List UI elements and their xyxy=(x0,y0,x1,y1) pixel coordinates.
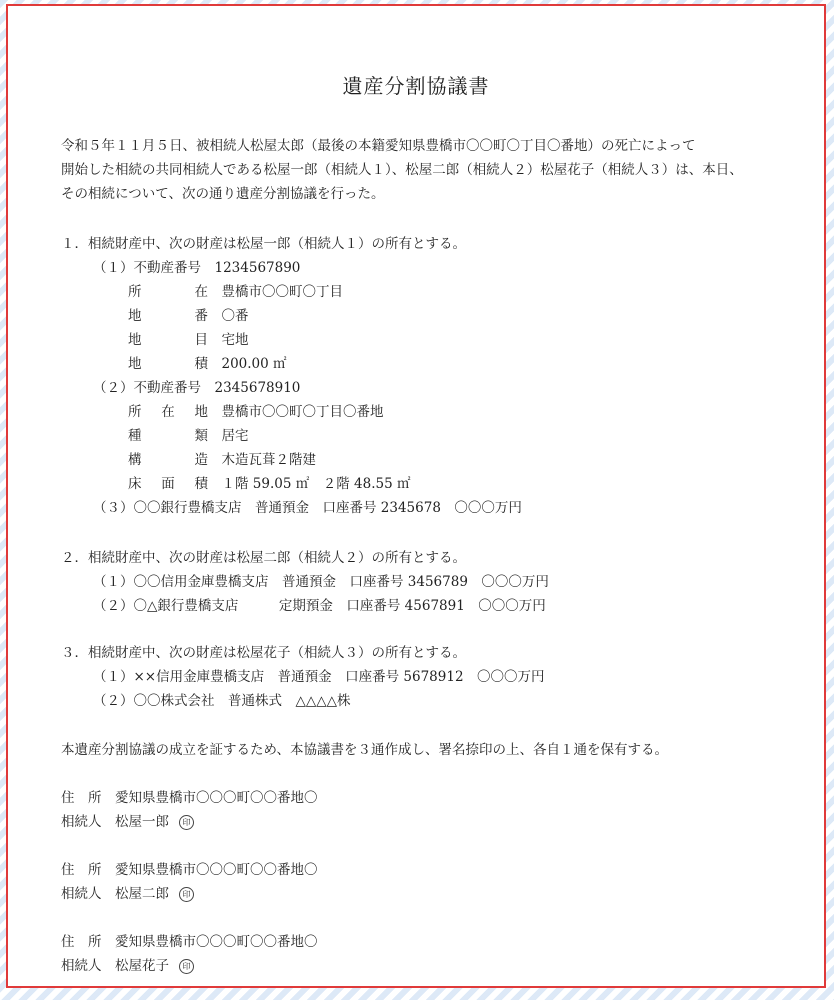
name-label: 相続人 xyxy=(61,886,102,902)
address-label: 住 所 xyxy=(61,934,102,950)
address-value: 愛知県豊橋市〇〇〇町〇〇番地〇 xyxy=(115,790,318,806)
intro-line: その相続について、次の通り遺産分割協議を行った。 xyxy=(61,186,385,202)
intro-paragraph xyxy=(61,134,743,206)
deposit-item: （１）〇〇信用金庫豊橋支店 普通預金 口座番号 3456789 〇〇〇万円 xyxy=(93,574,549,590)
document-page xyxy=(6,4,826,988)
signer-name xyxy=(61,810,194,830)
row-label: 床面積 xyxy=(128,476,208,492)
name-label: 相続人 xyxy=(61,958,102,974)
deposit-item: （３）〇〇銀行豊橋支店 普通預金 口座番号 2345678 〇〇〇万円 xyxy=(93,500,522,516)
name-value: 松屋一郎 xyxy=(115,814,169,830)
row-value: 200.00 ㎡ xyxy=(221,356,287,372)
row-value: 豊橋市〇〇町〇丁目 xyxy=(221,284,343,300)
property-row xyxy=(128,280,343,300)
row-label: 地目 xyxy=(128,332,208,348)
row-label: 種類 xyxy=(128,428,208,444)
row-value: 宅地 xyxy=(221,332,249,348)
signer-name xyxy=(61,882,194,902)
deposit-item: （１）××信用金庫豊橋支店 普通預金 口座番号 5678912 〇〇〇万円 xyxy=(93,669,545,685)
row-label: 地積 xyxy=(128,356,208,372)
property-row xyxy=(128,424,249,444)
document-title: 遺産分割協議書 xyxy=(342,74,490,98)
address-value: 愛知県豊橋市〇〇〇町〇〇番地〇 xyxy=(115,862,318,878)
intro-line: 開始した相続の共同相続人である松屋一郎（相続人１）、松屋二郎（相続人２）松屋花子（相続人３）は、本日、 xyxy=(61,162,743,178)
section-1-heading: １．相続財産中、次の財産は松屋一郎（相続人１）の所有とする。 xyxy=(61,236,466,252)
signer-address xyxy=(61,930,318,950)
row-value: １階 59.05 ㎡ ２階 48.55 ㎡ xyxy=(221,476,411,492)
property-2-head: （２）不動産番号 2345678910 xyxy=(93,380,301,396)
deposit-item: （２）〇△銀行豊橋支店 定期預金 口座番号 4567891 〇〇〇万円 xyxy=(93,598,546,614)
name-label: 相続人 xyxy=(61,814,102,830)
closing-statement: 本遺産分割協議の成立を証するため、本協議書を３通作成し、署名捺印の上、各自１通を保有する。 xyxy=(61,742,668,758)
property-row xyxy=(128,448,316,468)
row-label: 構造 xyxy=(128,452,208,468)
property-row xyxy=(128,304,249,324)
signer-address xyxy=(61,858,318,878)
seal-icon: 印 xyxy=(179,959,194,974)
stock-item: （２）〇〇株式会社 普通株式 △△△△株 xyxy=(93,693,351,709)
address-value: 愛知県豊橋市〇〇〇町〇〇番地〇 xyxy=(115,934,318,950)
row-value: 木造瓦葺２階建 xyxy=(221,452,316,468)
seal-icon: 印 xyxy=(179,887,194,902)
signer-address xyxy=(61,786,318,806)
property-row xyxy=(128,472,410,492)
row-label: 所在 xyxy=(128,284,208,300)
intro-line: 令和５年１１月５日、被相続人松屋太郎（最後の本籍愛知県豊橋市〇〇町〇丁目〇番地）の死亡によって xyxy=(61,138,696,154)
row-label: 所在地 xyxy=(128,404,208,420)
property-row xyxy=(128,352,287,372)
name-value: 松屋花子 xyxy=(115,958,169,974)
section-3-heading: ３．相続財産中、次の財産は松屋花子（相続人３）の所有とする。 xyxy=(61,645,466,661)
name-value: 松屋二郎 xyxy=(115,886,169,902)
signer-name xyxy=(61,954,194,974)
property-row xyxy=(128,400,384,420)
row-value: 居宅 xyxy=(221,428,249,444)
property-row xyxy=(128,328,249,348)
seal-icon: 印 xyxy=(179,815,194,830)
section-2-heading: ２．相続財産中、次の財産は松屋二郎（相続人２）の所有とする。 xyxy=(61,550,466,566)
address-label: 住 所 xyxy=(61,790,102,806)
row-label: 地番 xyxy=(128,308,208,324)
row-value: 〇番 xyxy=(221,308,249,324)
property-1-head: （１）不動産番号 1234567890 xyxy=(93,260,301,276)
row-value: 豊橋市〇〇町〇丁目〇番地 xyxy=(221,404,384,420)
address-label: 住 所 xyxy=(61,862,102,878)
